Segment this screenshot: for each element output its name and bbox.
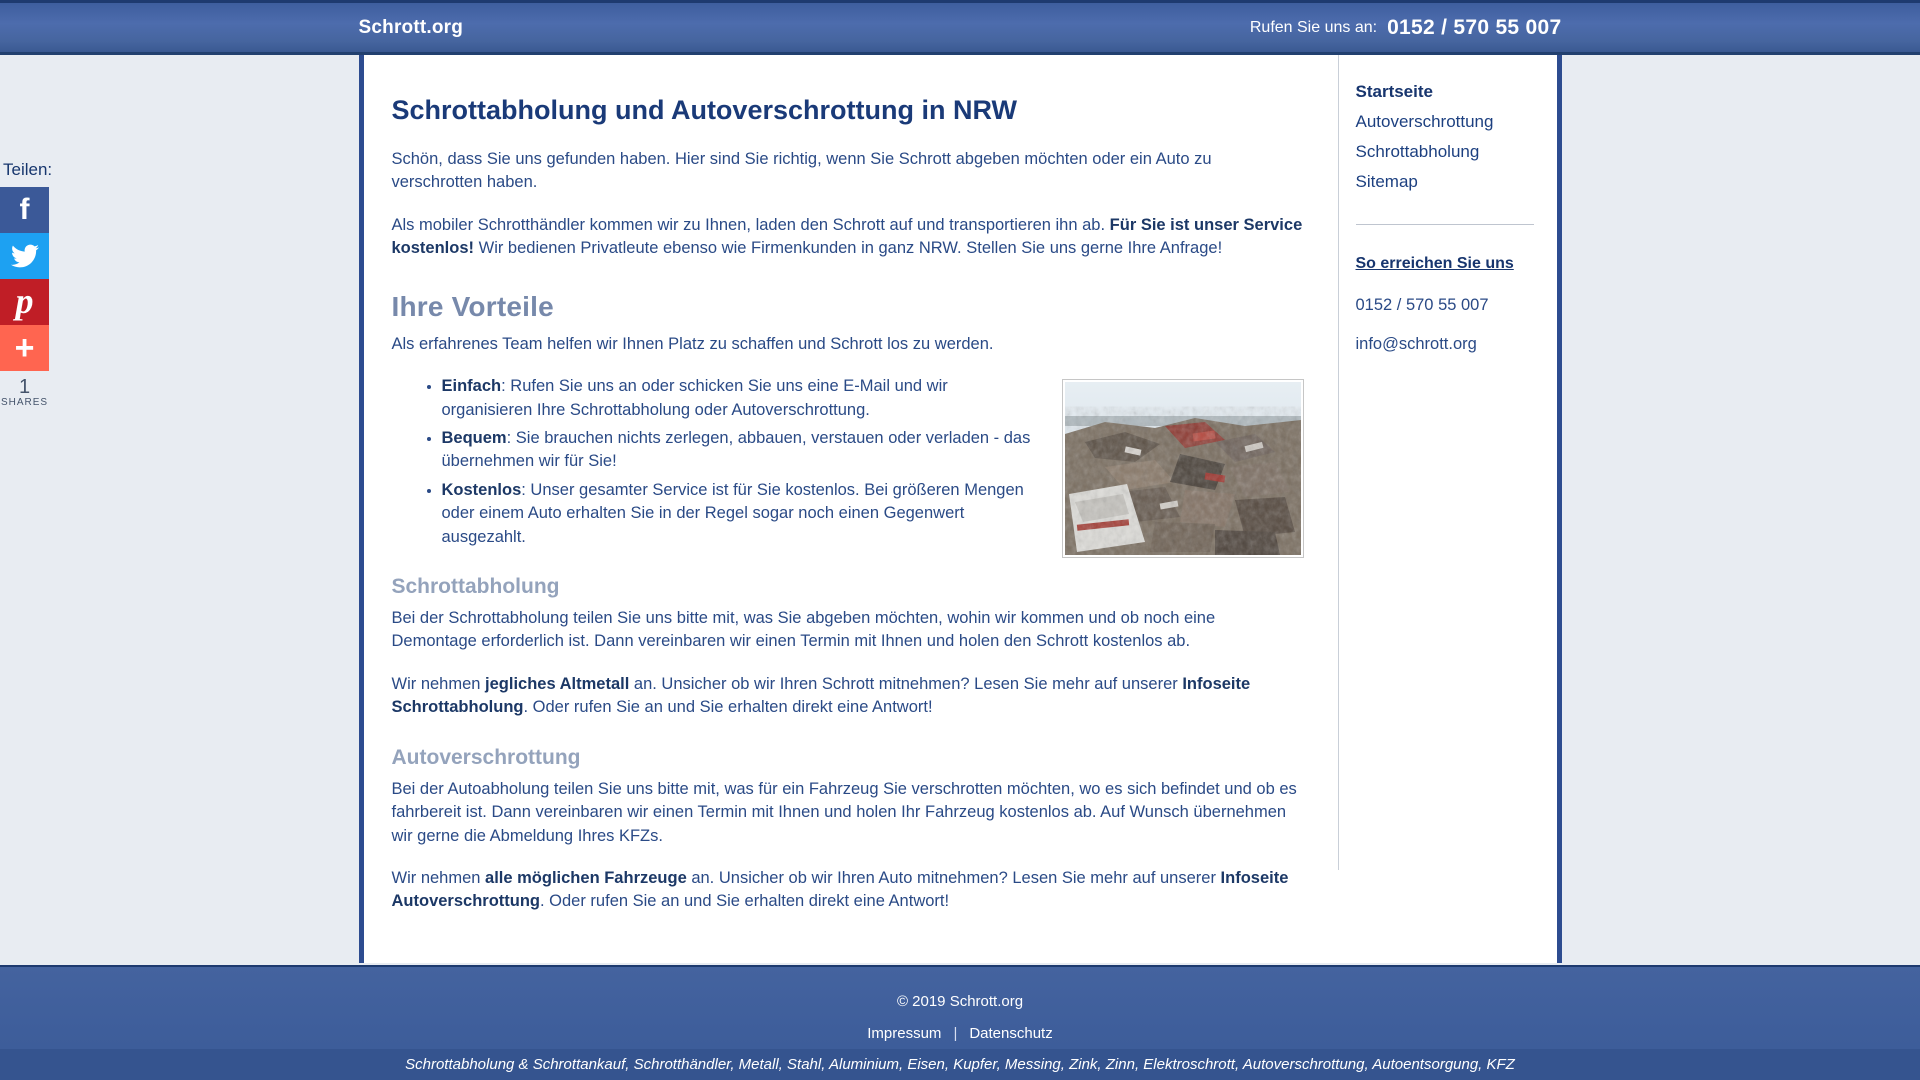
share-count-number: 1 (18, 376, 31, 398)
scrap-metal-image (1062, 379, 1304, 558)
share-label: Teilen: (3, 160, 53, 179)
section-heading-schrottabholung: Schrottabholung (391, 575, 560, 599)
intro-paragraph-1: Schön, dass Sie uns gefunden haben. Hier sind Sie richtig, wenn Sie Schrott abgeben möchten oder ein Auto zu verschrotten haben. (391, 150, 1212, 192)
header-call-us (1250, 16, 1562, 40)
footer-link-impressum[interactable]: Impressum (867, 1025, 942, 1042)
footer-link-datenschutz[interactable]: Datenschutz (969, 1025, 1053, 1042)
facebook-icon: f (19, 193, 30, 226)
share-count-label: SHARES (0, 397, 49, 408)
sidebar-phone-number: 0152 / 570 55 007 (1355, 296, 1489, 314)
list-item: • Einfach: Rufen Sie uns an oder schicken Sie uns eine E-Mail und wir organisieren Ihre Schrottabholung oder Autoverschrottung. (442, 375, 1304, 422)
plus-icon: + (14, 329, 35, 367)
share-rail (0, 160, 53, 408)
sidebar-item-autoverschrottung[interactable]: Autoverschrottung (1355, 112, 1494, 131)
sidebar-nav (1356, 77, 1539, 197)
intro-paragraph-2: Als mobiler Schrotthändler kommen wir zu Ihnen, laden den Schrott auf und transportieren ihn ab. Für Sie ist unser Service kostenlos! Wir bedienen Privatleute ebenso wie Firmenkunden in ganz NRW. Stellen Sie uns gerne Ihre Anfrage! (391, 215, 1303, 258)
facebook-share-button[interactable] (0, 187, 49, 233)
content-container (359, 55, 1562, 963)
footer-links (0, 1025, 1920, 1042)
copyright-text: © 2019 Schrott.org (896, 993, 1024, 1010)
section-heading-autoverschrottung: Autoverschrottung (391, 745, 581, 769)
sidebar-item-schrottabholung[interactable]: Schrottabholung (1355, 142, 1480, 161)
contact-heading: So erreichen Sie uns (1355, 255, 1514, 272)
twitter-icon (11, 242, 39, 270)
schrottabholung-paragraph-1: Bei der Schrottabholung teilen Sie uns bitte mit, was Sie abgeben möchten, wohin wir kommen und ob noch eine Demontage erforderlich ist. Dann vereinbaren wir einen Termin mit Ihnen und holen den Schrott kostenlos ab. (391, 609, 1216, 651)
footer (0, 965, 1920, 1080)
call-us-label: Rufen Sie uns an: (1249, 18, 1378, 36)
footer-link-separator: | (953, 1025, 958, 1042)
pinterest-icon: p (15, 281, 34, 321)
autoverschrottung-paragraph-1: Bei der Autoabholung teilen Sie uns bitte mit, was für ein Fahrzeug Sie verschrotten möchten, wo es sich befindet und ob es fahrbereit ist. Dann vereinbaren wir einen Termin mit Ihnen und holen Ihr Fahrzeug kostenlos ab. Auf Wunsch übernehmen wir gerne die Abmeldung Ihres KFZs. (391, 779, 1297, 845)
sidebar-email-link[interactable]: info@schrott.org (1355, 335, 1477, 353)
sidebar-divider (1356, 224, 1534, 225)
schrottabholung-paragraph-2: Wir nehmen jegliches Altmetall an. Unsicher ob wir Ihren Schrott mitnehmen? Lesen Sie mehr auf unserer Infoseite Schrottabholung. Oder rufen Sie an und Sie erhalten direkt eine Antwort! (391, 674, 1251, 717)
site-logo[interactable]: Schrott.org (358, 16, 464, 38)
vorteile-intro: Als erfahrenes Team helfen wir Ihnen Platz zu schaffen und Schrott los zu werden. (391, 334, 994, 353)
pinterest-share-button[interactable] (0, 279, 49, 325)
twitter-share-button[interactable] (0, 233, 49, 279)
main-content (364, 55, 1339, 911)
header-phone-number: 0152 / 570 55 007 (1387, 15, 1562, 39)
sidebar-item-startseite[interactable]: Startseite (1355, 82, 1433, 101)
list-item: • Kostenlos: Unser gesamter Service ist für Sie kostenlos. Bei größeren Mengen oder einem Auto erhalten Sie in der Regel sogar noch einen Gegenwert ausgezahlt. (442, 479, 1304, 549)
sidebar-item-sitemap[interactable]: Sitemap (1355, 172, 1418, 191)
page-title: Schrottabholung und Autoverschrottung in NRW (391, 95, 1017, 125)
more-share-button[interactable] (0, 325, 49, 371)
autoverschrottung-paragraph-2: Wir nehmen alle möglichen Fahrzeuge an. Unsicher ob wir Ihren Auto mitnehmen? Lesen Sie mehr auf unserer Infoseite Autoverschrottung. Oder rufen Sie an und Sie erhalten direkt eine Antwort! (391, 869, 1289, 911)
share-count (0, 377, 49, 408)
header (0, 0, 1920, 55)
footer-keywords: Schrottabholung & Schrottankauf, Schrotthändler, Metall, Stahl, Aluminium, Eisen, Kupfer, Messing, Zink, Zinn, Elektroschrott, Autoverschrottung, Autoentsorgung, KFZ (0, 1049, 1920, 1080)
list-item: • Bequem: Sie brauchen nichts zerlegen, abbauen, verstauen oder verladen - das übernehmen wir für Sie! (442, 427, 1304, 474)
section-heading-vorteile: Ihre Vorteile (391, 290, 554, 322)
sidebar (1339, 55, 1539, 963)
